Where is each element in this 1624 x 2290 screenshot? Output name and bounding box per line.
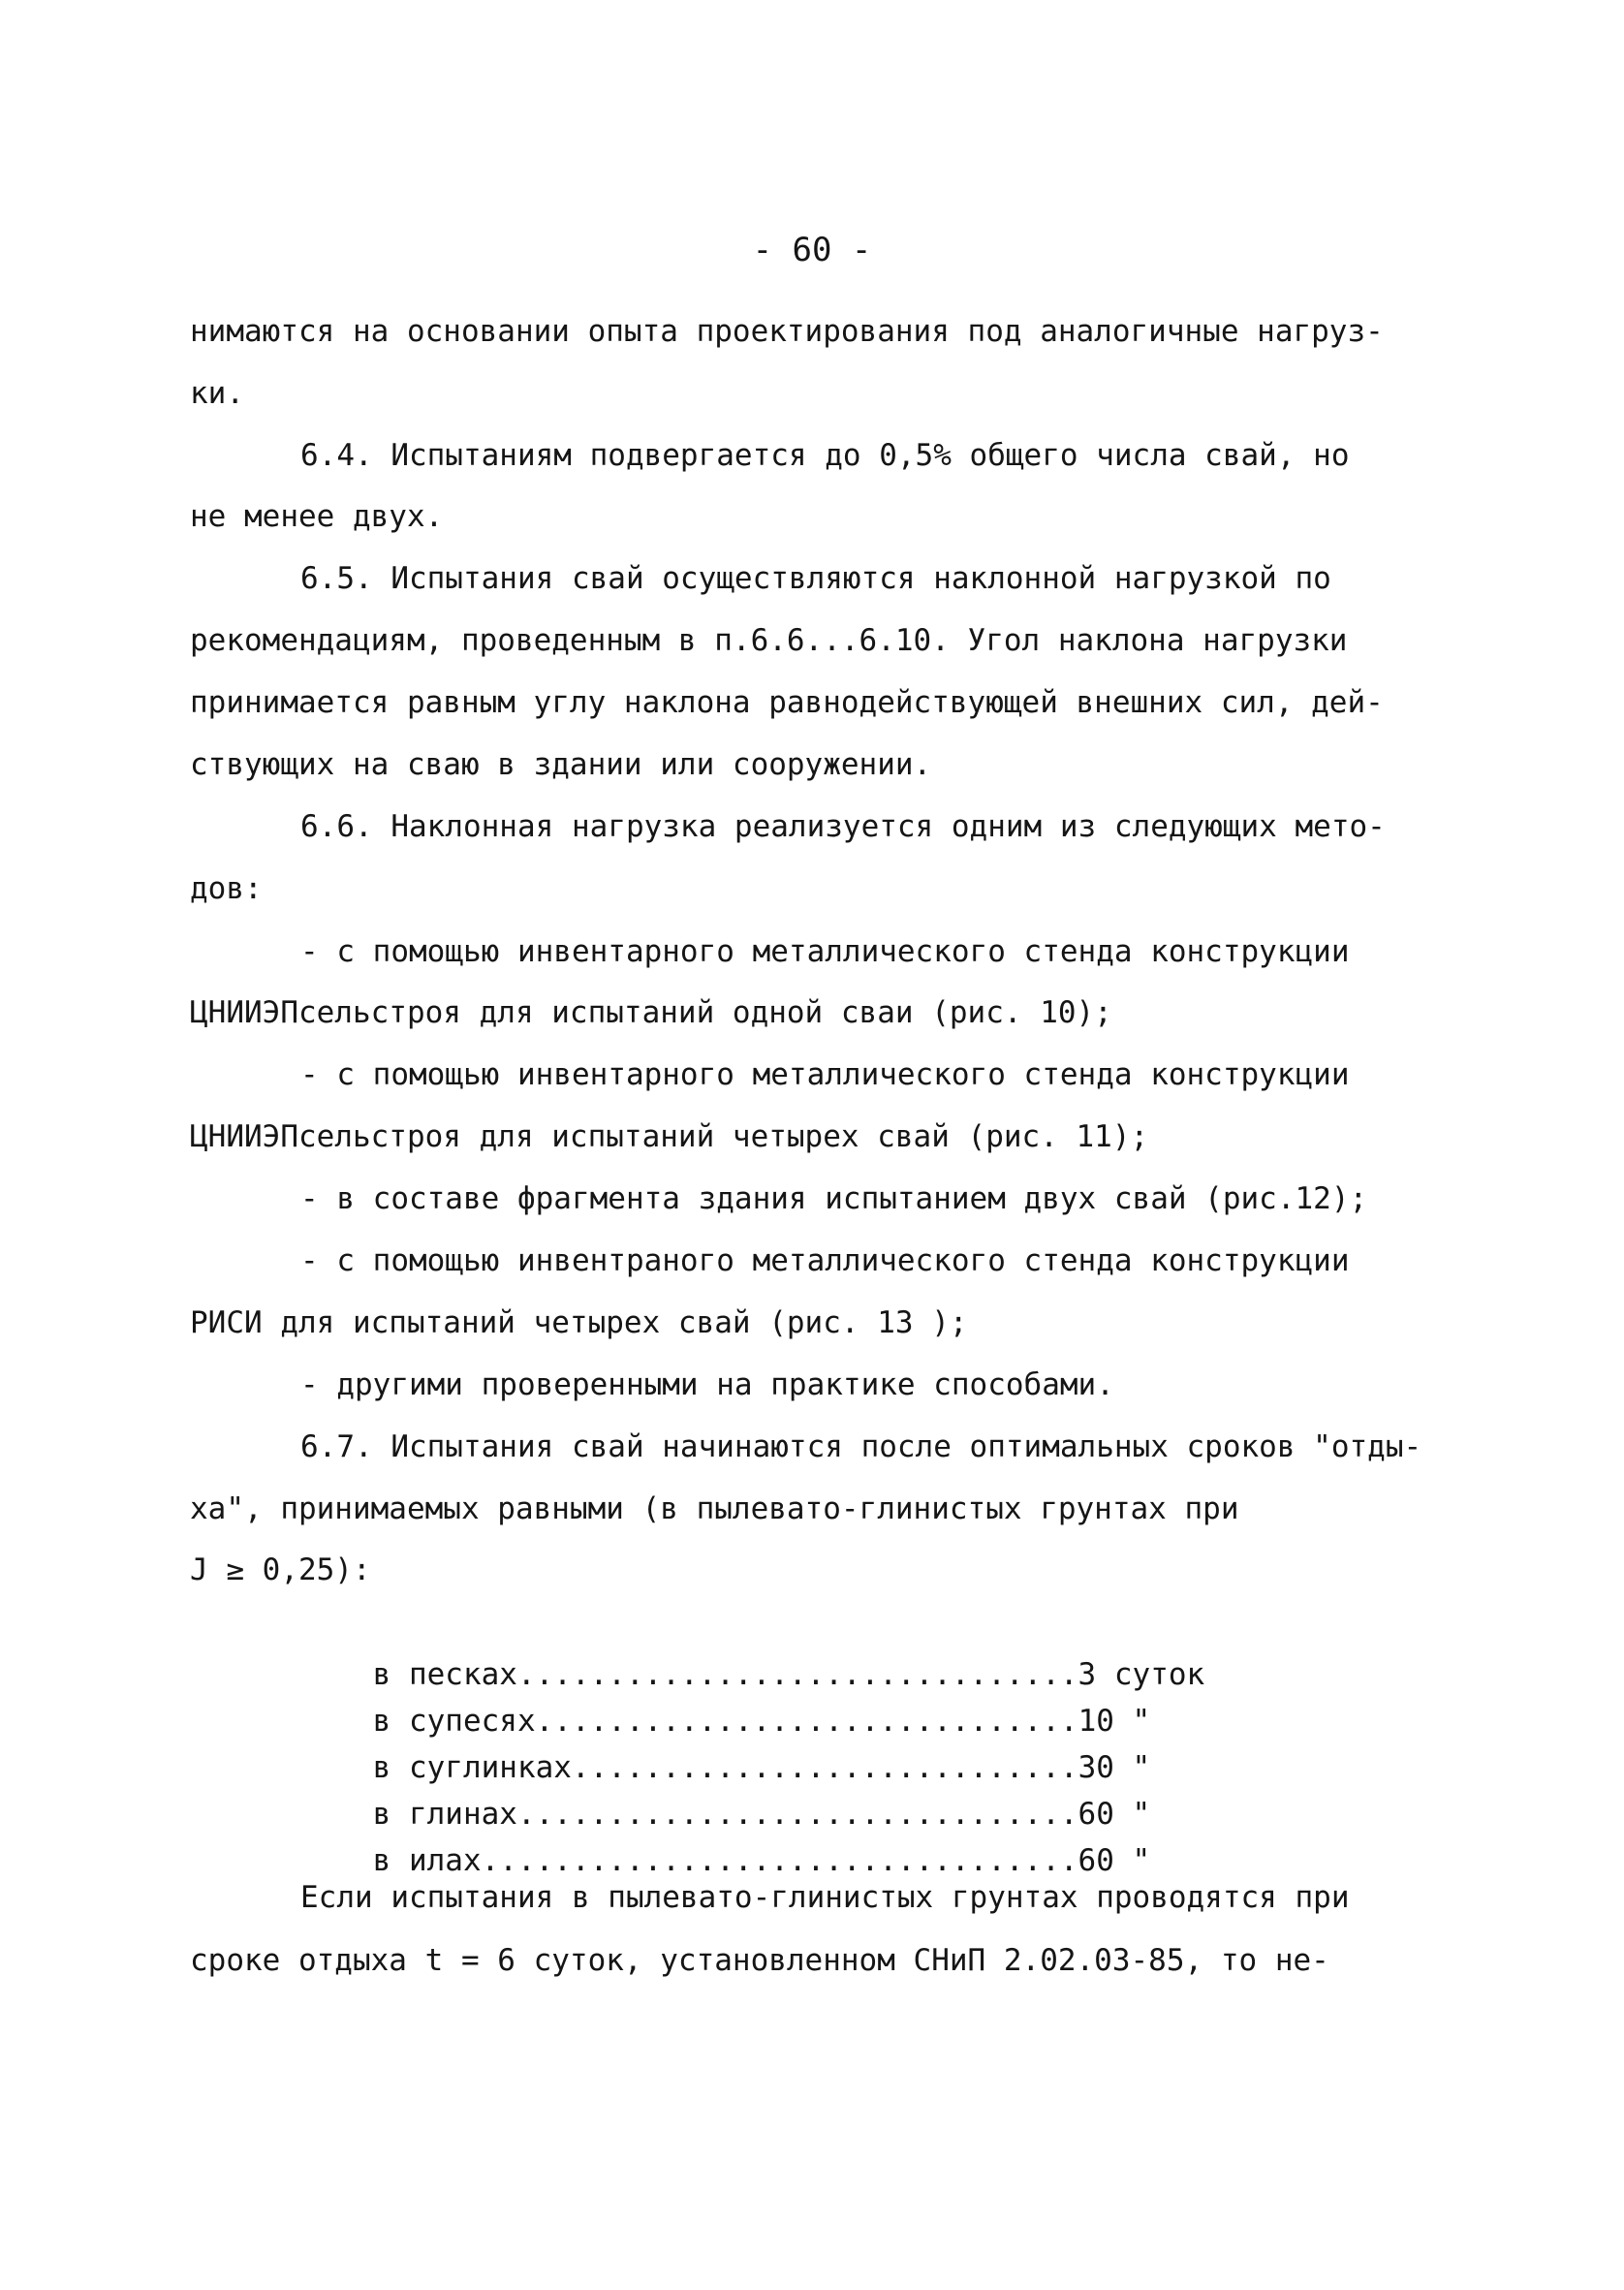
text-line: ки. bbox=[190, 376, 244, 411]
text-line: принимается равным углу наклона равнодействующей внешних сил, дей- bbox=[190, 685, 1384, 720]
soil-name: в илах bbox=[372, 1843, 482, 1878]
rest-value: 30 " bbox=[1077, 1750, 1151, 1785]
text-line: дов: bbox=[190, 871, 263, 906]
text-line: нимаются на основании опыта проектирования под аналогичные нагруз- bbox=[190, 314, 1384, 349]
paragraph-6-5-start: 6.5. Испытания свай осуществляются наклонной нагрузкой по bbox=[300, 561, 1331, 596]
text-line: J ≥ 0,25): bbox=[190, 1553, 371, 1587]
text-line: ствующих на сваю в здании или сооружении. bbox=[190, 747, 932, 782]
text-line: рекомендациям, проведенным в п.6.6...6.10. Угол наклона нагрузки bbox=[190, 623, 1348, 658]
leader-dots: ............................... bbox=[516, 1797, 1078, 1832]
method-item: - с помощью инвентарного металлического стенда конструкции bbox=[300, 1057, 1350, 1092]
rest-value: 3 суток bbox=[1077, 1657, 1205, 1692]
soil-name: в песках bbox=[372, 1657, 517, 1692]
paragraph-6-6-start: 6.6. Наклонная нагрузка реализуется одним из следующих мето- bbox=[300, 809, 1386, 844]
rest-value: 60 " bbox=[1077, 1797, 1151, 1832]
paragraph-6-7-start: 6.7. Испытания свай начинаются после оптимальных сроков "отды- bbox=[300, 1429, 1422, 1464]
text-line: РИСИ для испытаний четырех свай (рис. 13 ); bbox=[190, 1305, 968, 1340]
method-item: - с помощью инвентарного металлического стенда конструкции bbox=[300, 934, 1350, 969]
method-item: - другими проверенными на практике способами. bbox=[300, 1367, 1114, 1402]
soil-name: в глинах bbox=[372, 1797, 517, 1832]
leader-dots: ................................. bbox=[481, 1843, 1078, 1878]
text-line: не менее двух. bbox=[190, 499, 444, 534]
paragraph-6-4-start: 6.4. Испытаниям подвергается до 0,5% общего числа свай, но bbox=[300, 438, 1350, 473]
closing-paragraph-start: Если испытания в пылевато-глинистых грунтах проводятся при bbox=[300, 1880, 1350, 1915]
leader-dots: ............................... bbox=[516, 1657, 1078, 1692]
method-item: - с помощью инвентраного металлического стенда конструкции bbox=[300, 1243, 1350, 1278]
text-line: ЦНИИЭПсельстроя для испытаний одной сваи (рис. 10); bbox=[190, 995, 1112, 1030]
text-line: сроке отдыха t = 6 суток, установленном СНиП 2.02.03-85, то не- bbox=[190, 1943, 1329, 1978]
soil-name: в суглинках bbox=[372, 1750, 572, 1785]
rest-value: 60 " bbox=[1077, 1843, 1151, 1878]
soil-name: в супесях bbox=[372, 1704, 536, 1739]
text-line: ЦНИИЭПсельстроя для испытаний четырех свай (рис. 11); bbox=[190, 1119, 1149, 1154]
page-number: - 60 - bbox=[752, 231, 872, 269]
leader-dots: .............................. bbox=[535, 1704, 1078, 1739]
leader-dots: ............................ bbox=[571, 1750, 1078, 1785]
rest-value: 10 " bbox=[1077, 1704, 1151, 1739]
text-line: ха", принимаемых равными (в пылевато-глинистых грунтах при bbox=[190, 1491, 1239, 1526]
method-item: - в составе фрагмента здания испытанием двух свай (рис.12); bbox=[300, 1181, 1368, 1216]
